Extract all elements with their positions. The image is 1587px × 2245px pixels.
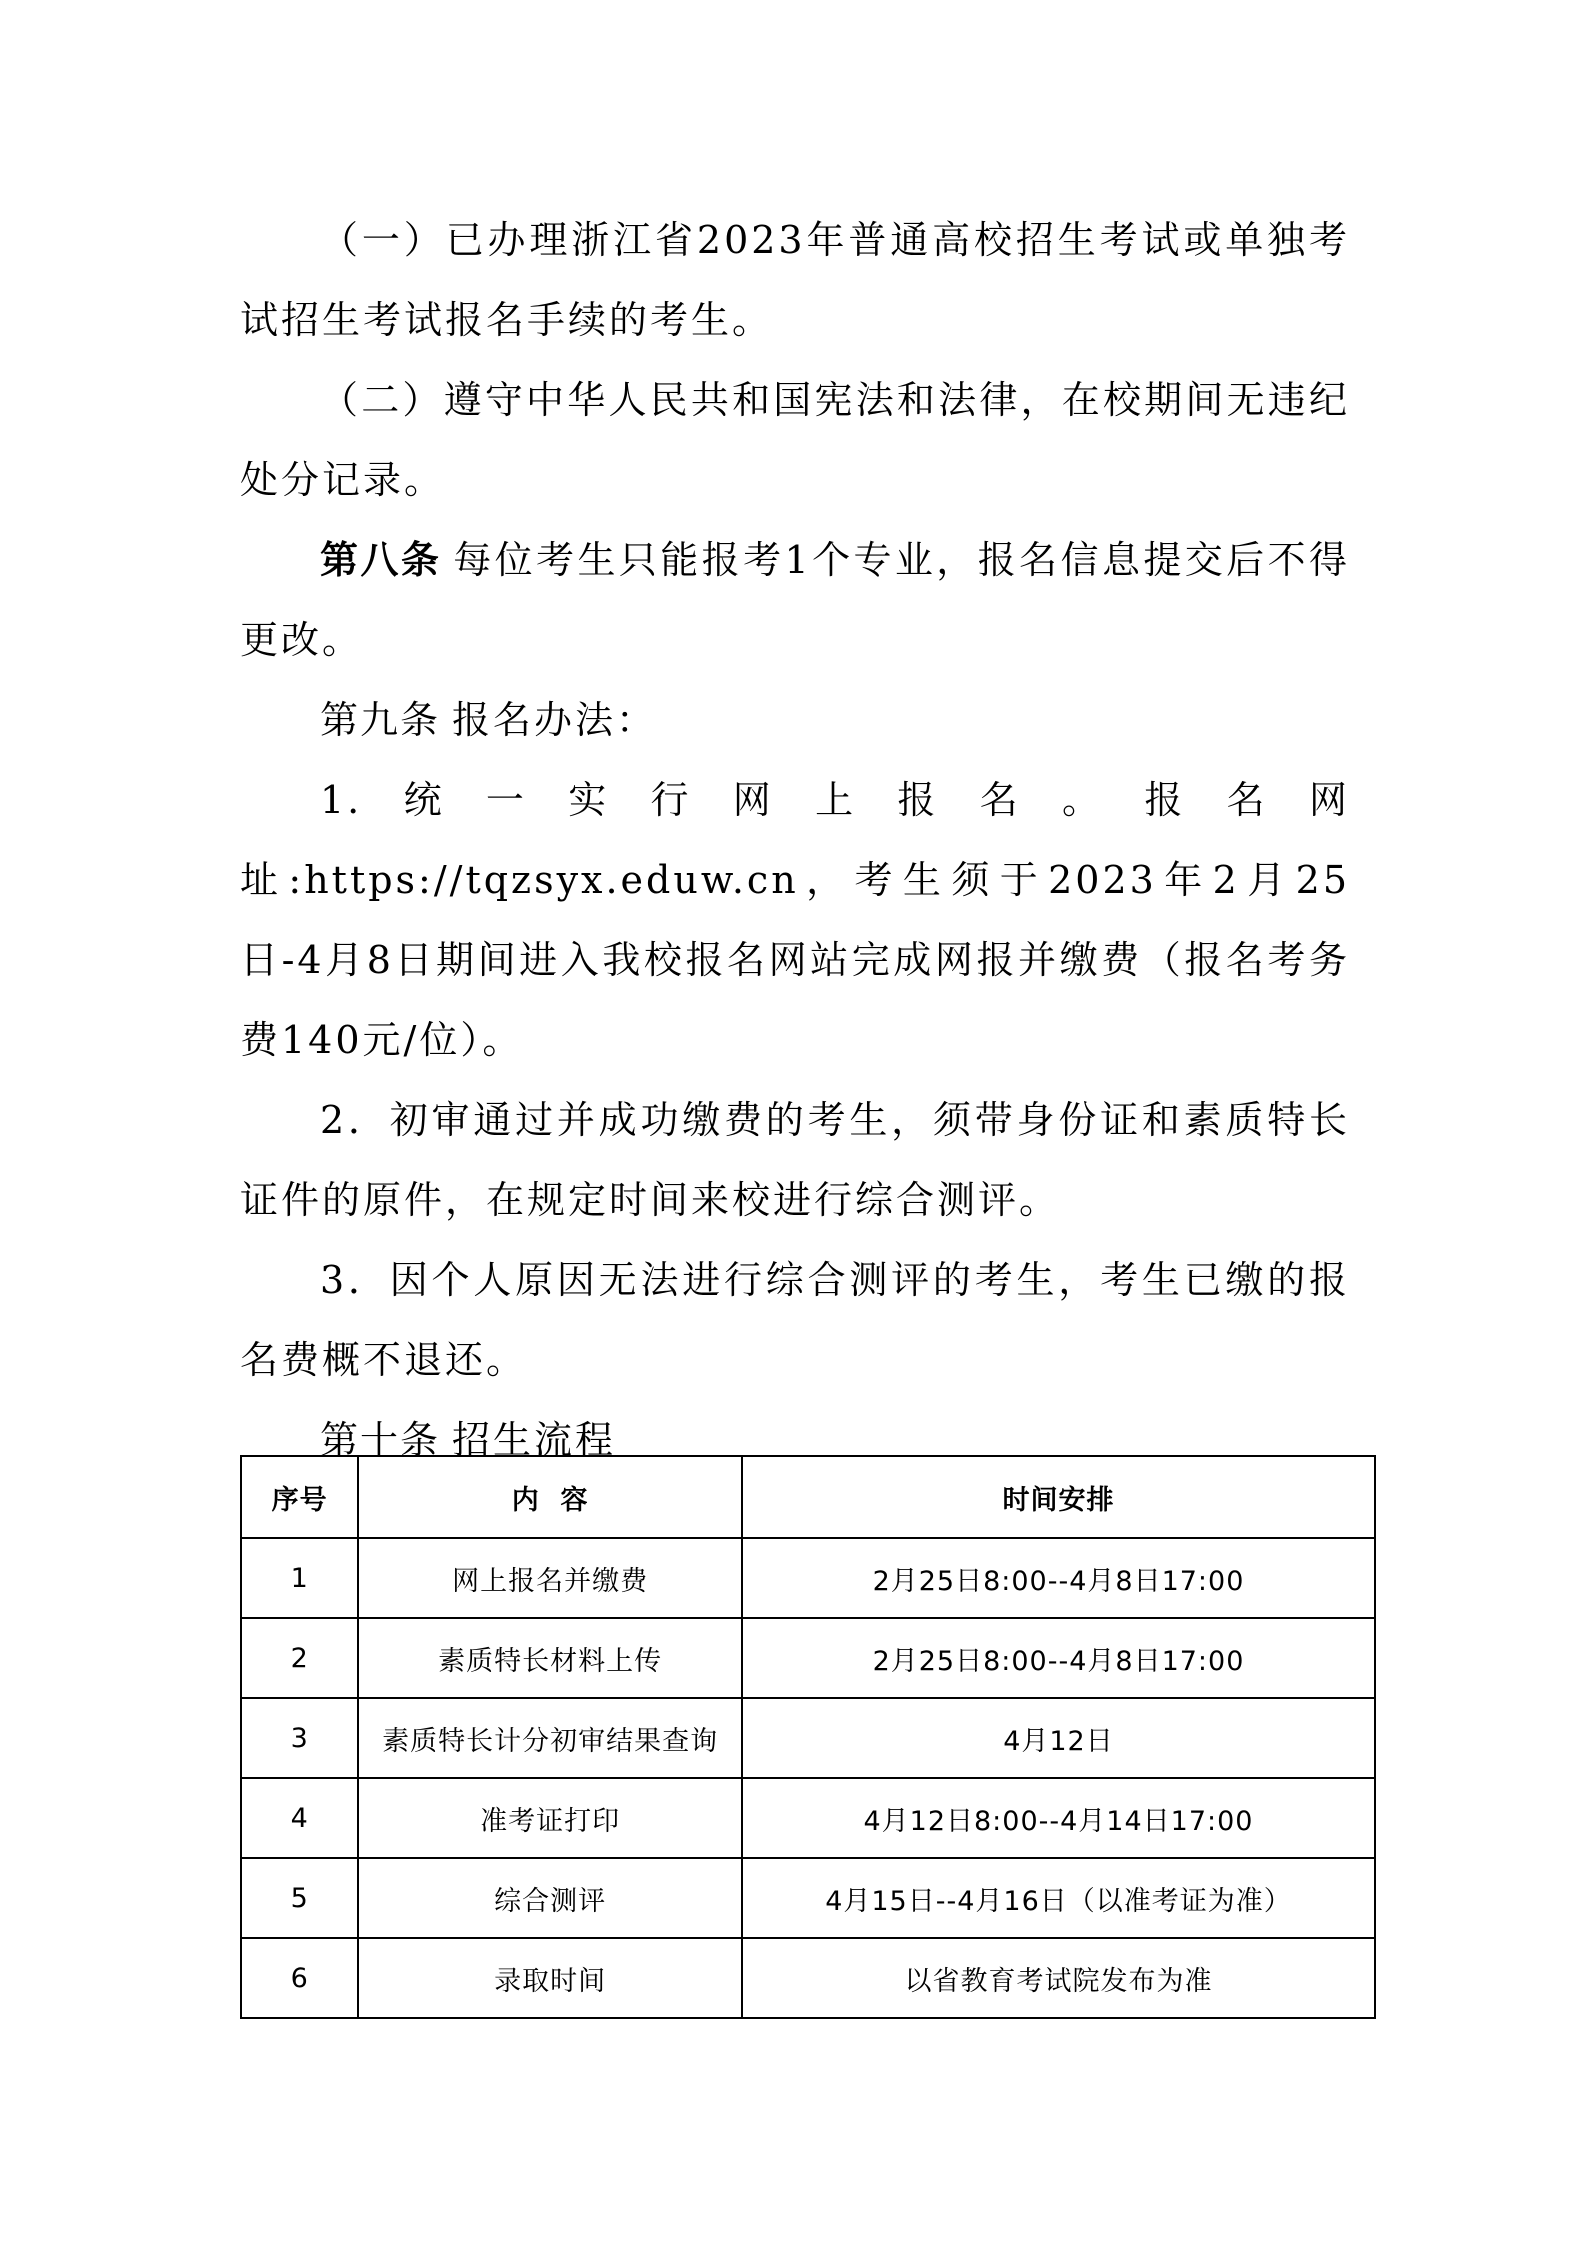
cell-content: 综合测评 [358, 1858, 742, 1938]
cell-number: 6 [241, 1938, 358, 2018]
table-header-row [241, 1456, 1375, 1538]
article-heading: 第十条 [320, 1418, 441, 1462]
table-row [241, 1778, 1375, 1858]
cell-number: 4 [241, 1778, 358, 1858]
article-heading: 第八条 [320, 538, 442, 582]
admission-schedule-table [240, 1455, 1376, 2019]
cell-schedule: 4月12日8:00--4月14日17:00 [742, 1778, 1375, 1858]
article-9 [240, 680, 1350, 760]
table-row [241, 1538, 1375, 1618]
table-row [241, 1698, 1375, 1778]
paragraph-text: 1.统一实行网上报名。报名网址:https://tqzsyx.eduw.cn，考生须于2023年2月25日-4月8日期间进入我校报名网站完成网报并缴费（报名考务费140元/位）。 [240, 778, 1350, 1062]
document-body [240, 200, 1350, 1480]
cell-schedule: 2月25日8:00--4月8日17:00 [742, 1538, 1375, 1618]
cell-schedule: 以省教育考试院发布为准 [742, 1938, 1375, 2018]
cell-schedule: 2月25日8:00--4月8日17:00 [742, 1618, 1375, 1698]
article-8 [240, 520, 1350, 680]
registration-item-2 [240, 1080, 1350, 1240]
paragraph-text: （一）已办理浙江省2023年普通高校招生考试或单独考试招生考试报名手续的考生。 [240, 218, 1350, 342]
paragraph-text: 招生流程 [452, 1418, 617, 1462]
cell-content: 素质特长材料上传 [358, 1618, 742, 1698]
cell-content: 网上报名并缴费 [358, 1538, 742, 1618]
cell-number: 1 [241, 1538, 358, 1618]
paragraph-text: （二）遵守中华人民共和国宪法和法律，在校期间无违纪处分记录。 [240, 378, 1350, 502]
cell-content: 素质特长计分初审结果查询 [358, 1698, 742, 1778]
cell-number: 5 [241, 1858, 358, 1938]
paragraph-text: 每位考生只能报考1个专业，报名信息提交后不得更改。 [240, 538, 1350, 662]
paragraph-text: 2．初审通过并成功缴费的考生，须带身份证和素质特长证件的原件，在规定时间来校进行综合测评。 [240, 1098, 1350, 1222]
article-heading: 第九条 [320, 698, 441, 742]
paragraph-text: 3．因个人原因无法进行综合测评的考生，考生已缴的报名费概不退还。 [240, 1258, 1350, 1382]
cell-schedule: 4月12日 [742, 1698, 1375, 1778]
cell-number: 2 [241, 1618, 358, 1698]
paragraph-condition-2 [240, 360, 1350, 520]
registration-item-3 [240, 1240, 1350, 1400]
cell-schedule: 4月15日--4月16日（以准考证为准） [742, 1858, 1375, 1938]
header-cell-schedule: 时间安排 [742, 1456, 1375, 1538]
cell-number: 3 [241, 1698, 358, 1778]
table-row [241, 1858, 1375, 1938]
cell-content: 录取时间 [358, 1938, 742, 2018]
paragraph-condition-1 [240, 200, 1350, 360]
header-cell-content: 内 容 [358, 1456, 742, 1538]
paragraph-text: 报名办法： [452, 698, 658, 742]
table-row [241, 1618, 1375, 1698]
cell-content: 准考证打印 [358, 1778, 742, 1858]
registration-item-1 [240, 760, 1350, 1080]
table-row [241, 1938, 1375, 2018]
header-cell-number: 序号 [241, 1456, 358, 1538]
